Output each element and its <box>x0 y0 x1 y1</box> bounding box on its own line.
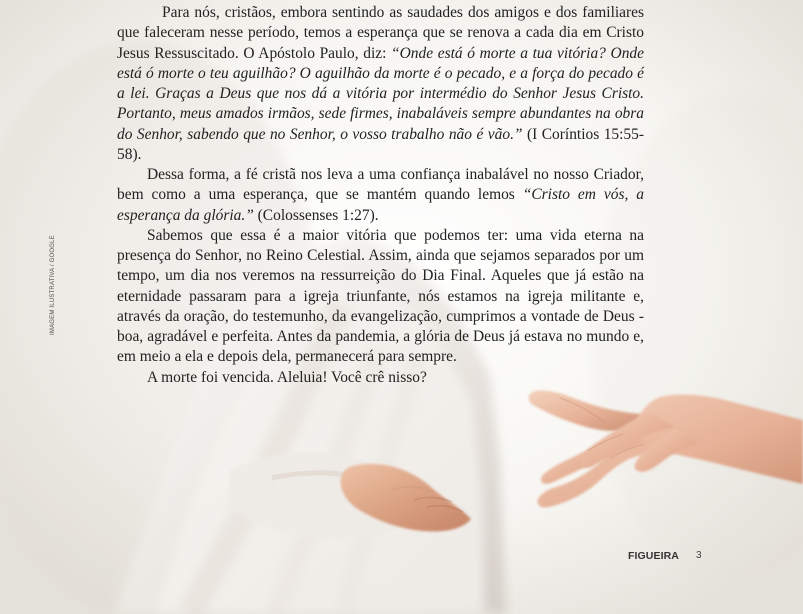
image-credit: IMAGEM ILUSTRATIVA / GOOGLE <box>50 235 56 335</box>
page-number: 3 <box>696 550 702 561</box>
footer-brand: FIGUEIRA <box>628 550 679 562</box>
paragraph-2-reference: (Colossenses 1:27). <box>253 206 379 224</box>
paragraph-2 <box>117 165 644 226</box>
paragraph-3 <box>117 226 644 368</box>
paragraph-2-quote: “Cristo em vós, a esperança da glória.” <box>117 186 644 224</box>
paragraph-4-text: A morte foi vencida. Aleluia! Você crê nisso? <box>147 368 427 386</box>
paragraph-1-quote: “Onde está ó morte a tua vitória? Onde está ó morte o teu aguilhão? O aguilhão da morte é o pecado, e a força do pecado é a lei. Graças a Deus que nos dá a vitória por intermédio do Senhor Jesus Cristo. Portanto, meus amados irmãos, sede firmes, inabaláveis sempre abundantes na obra do Senhor, sabendo que no Senhor, o vosso trabalho não é vão.” <box>117 44 644 143</box>
paragraph-2-text-1: Dessa forma, a fé cristã nos leva a uma confiança inabalável no nosso Criador, bem como a uma esperança, que se mantém quando lemos <box>117 166 644 204</box>
paragraph-1-text-1: Para nós, cristãos, embora sentindo as saudades dos amigos e dos familiares que faleceram nesse período, temos a esperança que se renova a cada dia em Cristo Jesus Ressuscitado. O Apóstolo Paulo, diz: <box>117 4 644 62</box>
paragraph-4 <box>117 368 644 388</box>
paragraph-1-reference: (I Coríntios 15:55-58). <box>117 125 645 163</box>
paragraph-3-text: Sabemos que essa é a maior vitória que podemos ter: uma vida eterna na presença do Senhor, no Reino Celestial. Assim, ainda que sejamos separados por um tempo, um dia nos veremos na ressurreição do Dia Final. Aqueles que já estão na eternidade passaram para a igreja triunfante, nós estamos na igreja militante e, através da oração, do testemunho, da evangelização, cumprimos a vontade de Deus - boa, agradável e perfeita. Antes da pandemia, a glória de Deus já estava no mundo e, em meio a ela e depois dela, permanecerá para sempre. <box>117 226 644 366</box>
article-body <box>117 3 644 388</box>
paragraph-1 <box>117 3 644 165</box>
